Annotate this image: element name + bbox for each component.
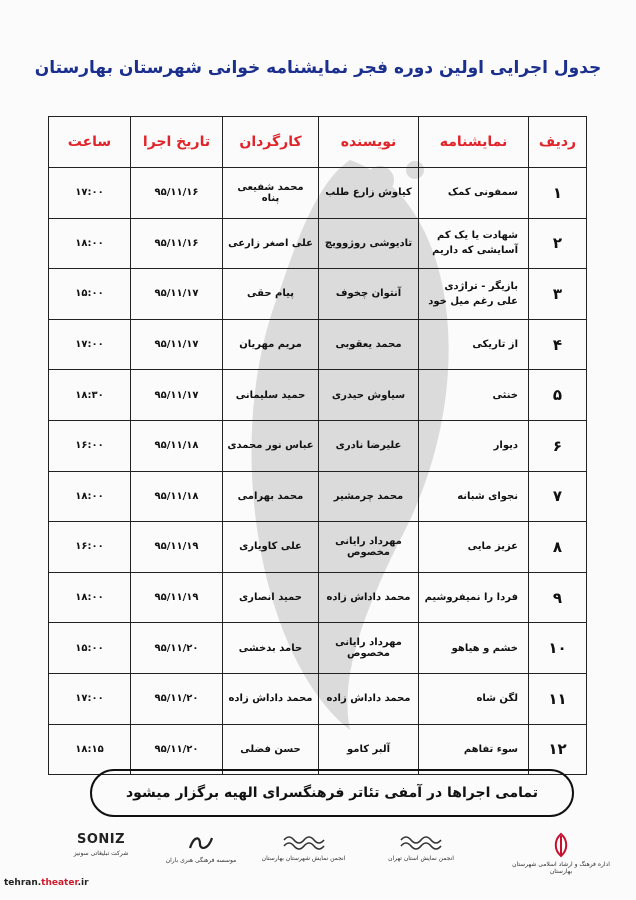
cell-date: ۹۵/۱۱/۱۹ (131, 572, 223, 623)
wave-mark-icon (399, 832, 443, 852)
cell-director: علی کاویاری (223, 522, 319, 573)
cell-writer: محمد داداش زاده (319, 673, 419, 724)
cell-director: عباس نور محمدی (223, 420, 319, 471)
cell-time: ۱۵:۰۰ (49, 623, 131, 674)
cell-date: ۹۵/۱۱/۱۷ (131, 319, 223, 370)
baran-script-icon (186, 832, 216, 854)
header-play: نمایشنامه (419, 117, 529, 168)
cell-time: ۱۸:۱۵ (49, 724, 131, 775)
cell-time: ۱۷:۰۰ (49, 168, 131, 219)
cell-writer: مهرداد رایانی مخصوص (319, 623, 419, 674)
soniz-caption: شرکت تبلیغاتی سونیز (73, 850, 129, 857)
cell-writer: تادیوشی روژوویچ (319, 218, 419, 269)
cell-play: سوء تفاهم (419, 724, 529, 775)
header-date: تاریخ اجرا (131, 117, 223, 168)
header-row-number: ردیف (529, 117, 587, 168)
cell-row-number: ۹ (529, 572, 587, 623)
ershad-logo (506, 832, 616, 875)
cell-date: ۹۵/۱۱/۲۰ (131, 673, 223, 724)
cell-writer: سیاوش حیدری (319, 370, 419, 421)
cell-director: حمید سلیمانی (223, 370, 319, 421)
cell-row-number: ۸ (529, 522, 587, 573)
cell-row-number: ۱۱ (529, 673, 587, 724)
iran-emblem-icon (550, 832, 572, 858)
cell-director: حسن فضلی (223, 724, 319, 775)
cell-date: ۹۵/۱۱/۱۸ (131, 471, 223, 522)
cell-play: از تاریکی (419, 319, 529, 370)
table-row (49, 572, 587, 623)
header-time: ساعت (49, 117, 131, 168)
table-row (49, 623, 587, 674)
cell-writer: مهرداد رایانی مخصوص (319, 522, 419, 573)
cell-director: علی اصغر زارعی (223, 218, 319, 269)
soniz-logo (56, 832, 146, 857)
soniz-wordmark: SONIZ (76, 832, 126, 847)
cell-director: محمد داداش زاده (223, 673, 319, 724)
cell-row-number: ۶ (529, 420, 587, 471)
wave-mark-icon (282, 832, 326, 852)
cell-director: پیام حقی (223, 269, 319, 320)
table-header-row (49, 117, 587, 168)
table-row (49, 269, 587, 320)
cell-date: ۹۵/۱۱/۲۰ (131, 724, 223, 775)
baharestan-association-logo (256, 832, 351, 862)
page-title: جدول اجرایی اولین دوره فجر نمایشنامه خوانی شهرستان بهارستان (34, 58, 602, 78)
cell-time: ۱۷:۰۰ (49, 319, 131, 370)
ershad-caption: اداره فرهنگ و ارشاد اسلامی شهرستان بهارستان (512, 861, 610, 875)
cell-date: ۹۵/۱۱/۱۹ (131, 522, 223, 573)
cell-time: ۱۸:۳۰ (49, 370, 131, 421)
table-row (49, 218, 587, 269)
site-suffix: .ir (77, 878, 89, 888)
cell-writer: کیاوش زارع طلب (319, 168, 419, 219)
tehran-association-logo (376, 832, 466, 862)
cell-writer: محمد یعقوبی (319, 319, 419, 370)
baran-caption: موسسه فرهنگی هنری باران (165, 857, 237, 864)
cell-writer: آلبر کامو (319, 724, 419, 775)
cell-row-number: ۵ (529, 370, 587, 421)
site-watermark (4, 878, 89, 888)
cell-director: محمد بهرامی (223, 471, 319, 522)
cell-date: ۹۵/۱۱/۱۷ (131, 269, 223, 320)
cell-writer: آنتوان چخوف (319, 269, 419, 320)
cell-row-number: ۱ (529, 168, 587, 219)
cell-writer: علیرضا نادری (319, 420, 419, 471)
schedule-table (48, 116, 587, 775)
cell-play: بازیگر - تراژدی علی رغم میل خود (419, 269, 529, 320)
cell-director: مریم مهریان (223, 319, 319, 370)
sponsor-logos (0, 832, 636, 892)
cell-time: ۱۸:۰۰ (49, 218, 131, 269)
cell-row-number: ۱۲ (529, 724, 587, 775)
cell-director: حمید انصاری (223, 572, 319, 623)
cell-date: ۹۵/۱۱/۱۸ (131, 420, 223, 471)
cell-writer: محمد چرمشیر (319, 471, 419, 522)
header-writer: نویسنده (319, 117, 419, 168)
cell-play: لگن شاه (419, 673, 529, 724)
cell-date: ۹۵/۱۱/۱۶ (131, 168, 223, 219)
baran-logo (156, 832, 246, 864)
cell-time: ۱۸:۰۰ (49, 471, 131, 522)
cell-writer: محمد داداش زاده (319, 572, 419, 623)
table-row (49, 420, 587, 471)
header-director: کارگردان (223, 117, 319, 168)
cell-row-number: ۴ (529, 319, 587, 370)
venue-note: تمامی اجراها در آمفی تئاتر فرهنگسرای الهیه برگزار میشود (90, 769, 574, 817)
cell-play: دیوار (419, 420, 529, 471)
table-row (49, 522, 587, 573)
cell-row-number: ۷ (529, 471, 587, 522)
cell-play: شهادت یا یک کم آسایشی که داریم (419, 218, 529, 269)
site-prefix: tehran. (4, 878, 42, 888)
tehran-association-caption: انجمن نمایش استان تهران (388, 855, 454, 862)
cell-row-number: ۲ (529, 218, 587, 269)
site-accent: theater (41, 878, 78, 888)
table-row (49, 471, 587, 522)
cell-date: ۹۵/۱۱/۱۶ (131, 218, 223, 269)
cell-director: حامد بدخشی (223, 623, 319, 674)
table-row (49, 370, 587, 421)
table-row (49, 724, 587, 775)
cell-play: سمفونی کمک (419, 168, 529, 219)
cell-director: محمد شفیعی پناه (223, 168, 319, 219)
cell-row-number: ۱۰ (529, 623, 587, 674)
cell-row-number: ۳ (529, 269, 587, 320)
cell-play: نجوای شبانه (419, 471, 529, 522)
cell-play: فردا را نمیفروشیم (419, 572, 529, 623)
cell-time: ۱۵:۰۰ (49, 269, 131, 320)
baharestan-association-caption: انجمن نمایش شهرستان بهارستان (261, 855, 346, 862)
cell-play: خشم و هیاهو (419, 623, 529, 674)
table-row (49, 319, 587, 370)
cell-play: خنثی (419, 370, 529, 421)
cell-time: ۱۶:۰۰ (49, 522, 131, 573)
cell-play: عزیز مایی (419, 522, 529, 573)
cell-date: ۹۵/۱۱/۱۷ (131, 370, 223, 421)
cell-date: ۹۵/۱۱/۲۰ (131, 623, 223, 674)
cell-time: ۱۷:۰۰ (49, 673, 131, 724)
cell-time: ۱۸:۰۰ (49, 572, 131, 623)
table-row (49, 673, 587, 724)
table-row (49, 168, 587, 219)
cell-time: ۱۶:۰۰ (49, 420, 131, 471)
